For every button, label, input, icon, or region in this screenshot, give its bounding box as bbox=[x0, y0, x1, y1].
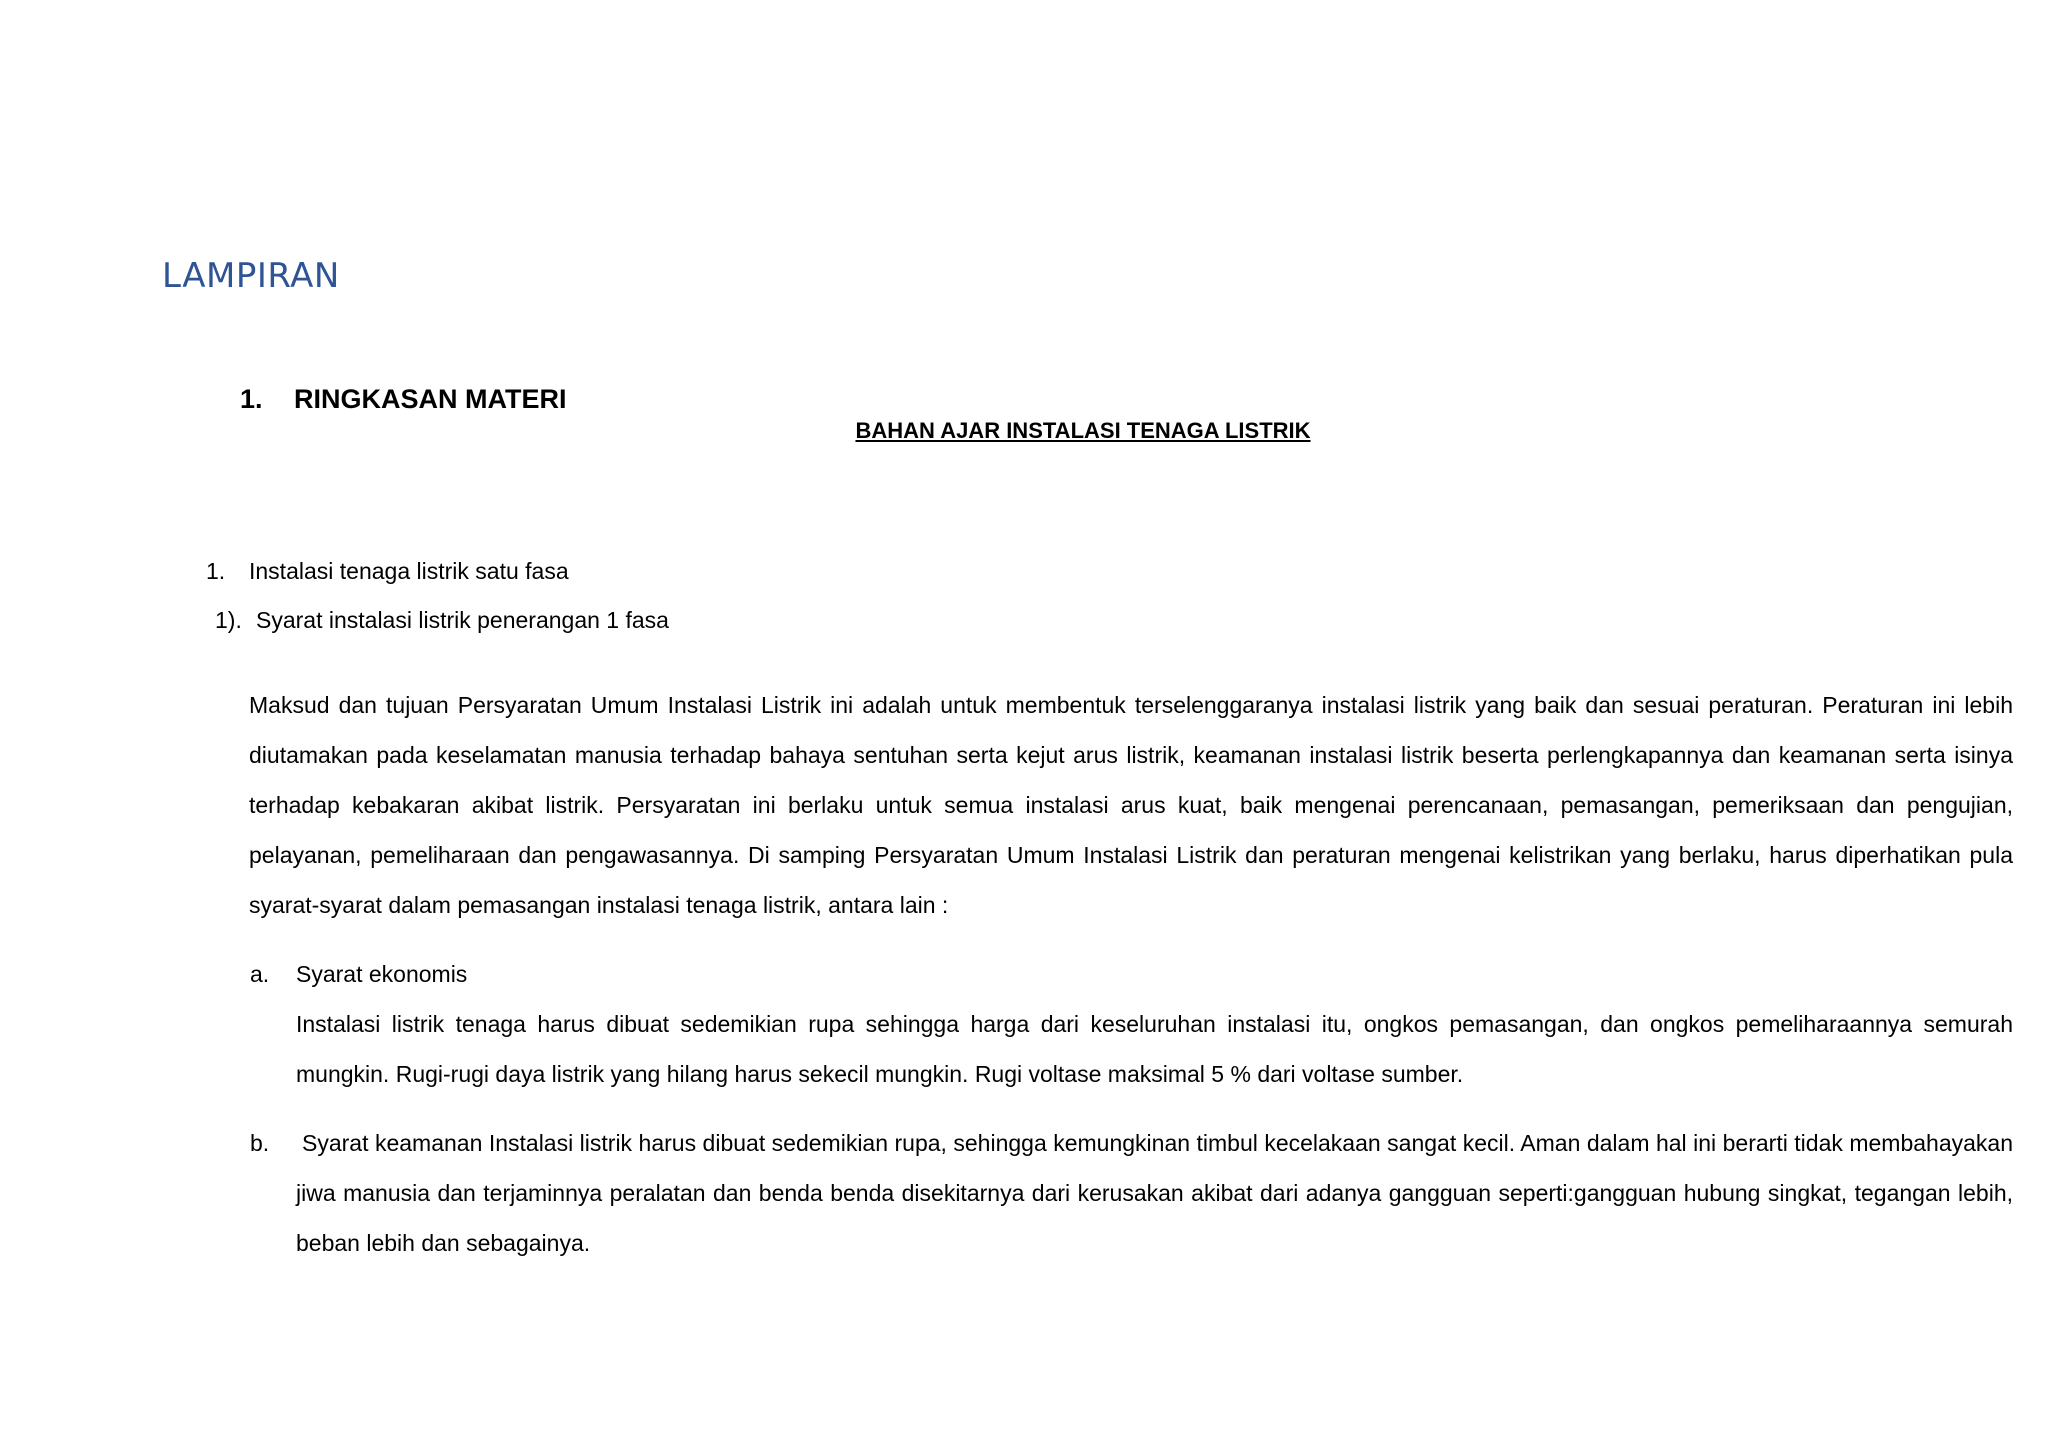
list-b-label: b. bbox=[250, 1130, 270, 1156]
list-a-text: Instalasi listrik tenaga harus dibuat sedemikian rupa sehingga harga dari keseluruhan instalasi itu, ongkos pemasangan, dan ongkos pemeliharaannya semurah mungkin. Rugi-rugi daya listrik yang hilang harus sekecil mungkin. Rugi voltase maksimal 5 % dari voltase sumber. bbox=[296, 1011, 2013, 1087]
page-title: LAMPIRAN bbox=[162, 256, 340, 296]
section-number: 1. bbox=[240, 384, 263, 414]
sub-item-text: Syarat instalasi listrik penerangan 1 fasa bbox=[256, 607, 669, 633]
list-a-label: a. bbox=[250, 961, 270, 987]
list-b-text: Syarat keamanan Instalasi listrik harus dibuat sedemikian rupa, sehingga kemungkinan timbul kecelakaan sangat kecil. Aman dalam hal ini berarti tidak membahayakan jiwa manusia dan terjaminnya peralatan dan benda benda disekitarnya dari kerusakan akibat dari adanya gangguan seperti:gangguan hubung singkat, tegangan lebih, beban lebih dan sebagainya. bbox=[296, 1130, 2013, 1256]
list-item-text: Instalasi tenaga listrik satu fasa bbox=[249, 558, 569, 584]
sub-item-number: 1). bbox=[215, 607, 242, 633]
list-item-number: 1. bbox=[206, 558, 226, 584]
intro-paragraph: Maksud dan tujuan Persyaratan Umum Instalasi Listrik ini adalah untuk membentuk terselenggaranya instalasi listrik yang baik dan sesuai peraturan. Peraturan ini lebih diutamakan pada keselamatan manusia terhadap bahaya sentuhan serta kejut arus listrik, keamanan instalasi listrik beserta perlengkapannya dan keamanan serta isinya terhadap kebakaran akibat listrik. Persyaratan ini berlaku untuk semua instalasi arus kuat, baik mengenai perencanaan, pemasangan, pemeriksaan dan pengujian, pelayanan, pemeliharaan dan pengawasannya. Di samping Persyaratan Umum Instalasi Listrik dan peraturan mengenai kelistrikan yang berlaku, harus diperhatikan pula syarat-syarat dalam pemasangan instalasi tenaga listrik, antara lain : bbox=[249, 692, 2013, 918]
material-title: BAHAN AJAR INSTALASI TENAGA LISTRIK bbox=[855, 418, 1311, 443]
section-heading bbox=[240, 384, 567, 415]
list-a-heading: Syarat ekonomis bbox=[296, 961, 468, 987]
section-label: RINGKASAN MATERI bbox=[294, 384, 567, 414]
